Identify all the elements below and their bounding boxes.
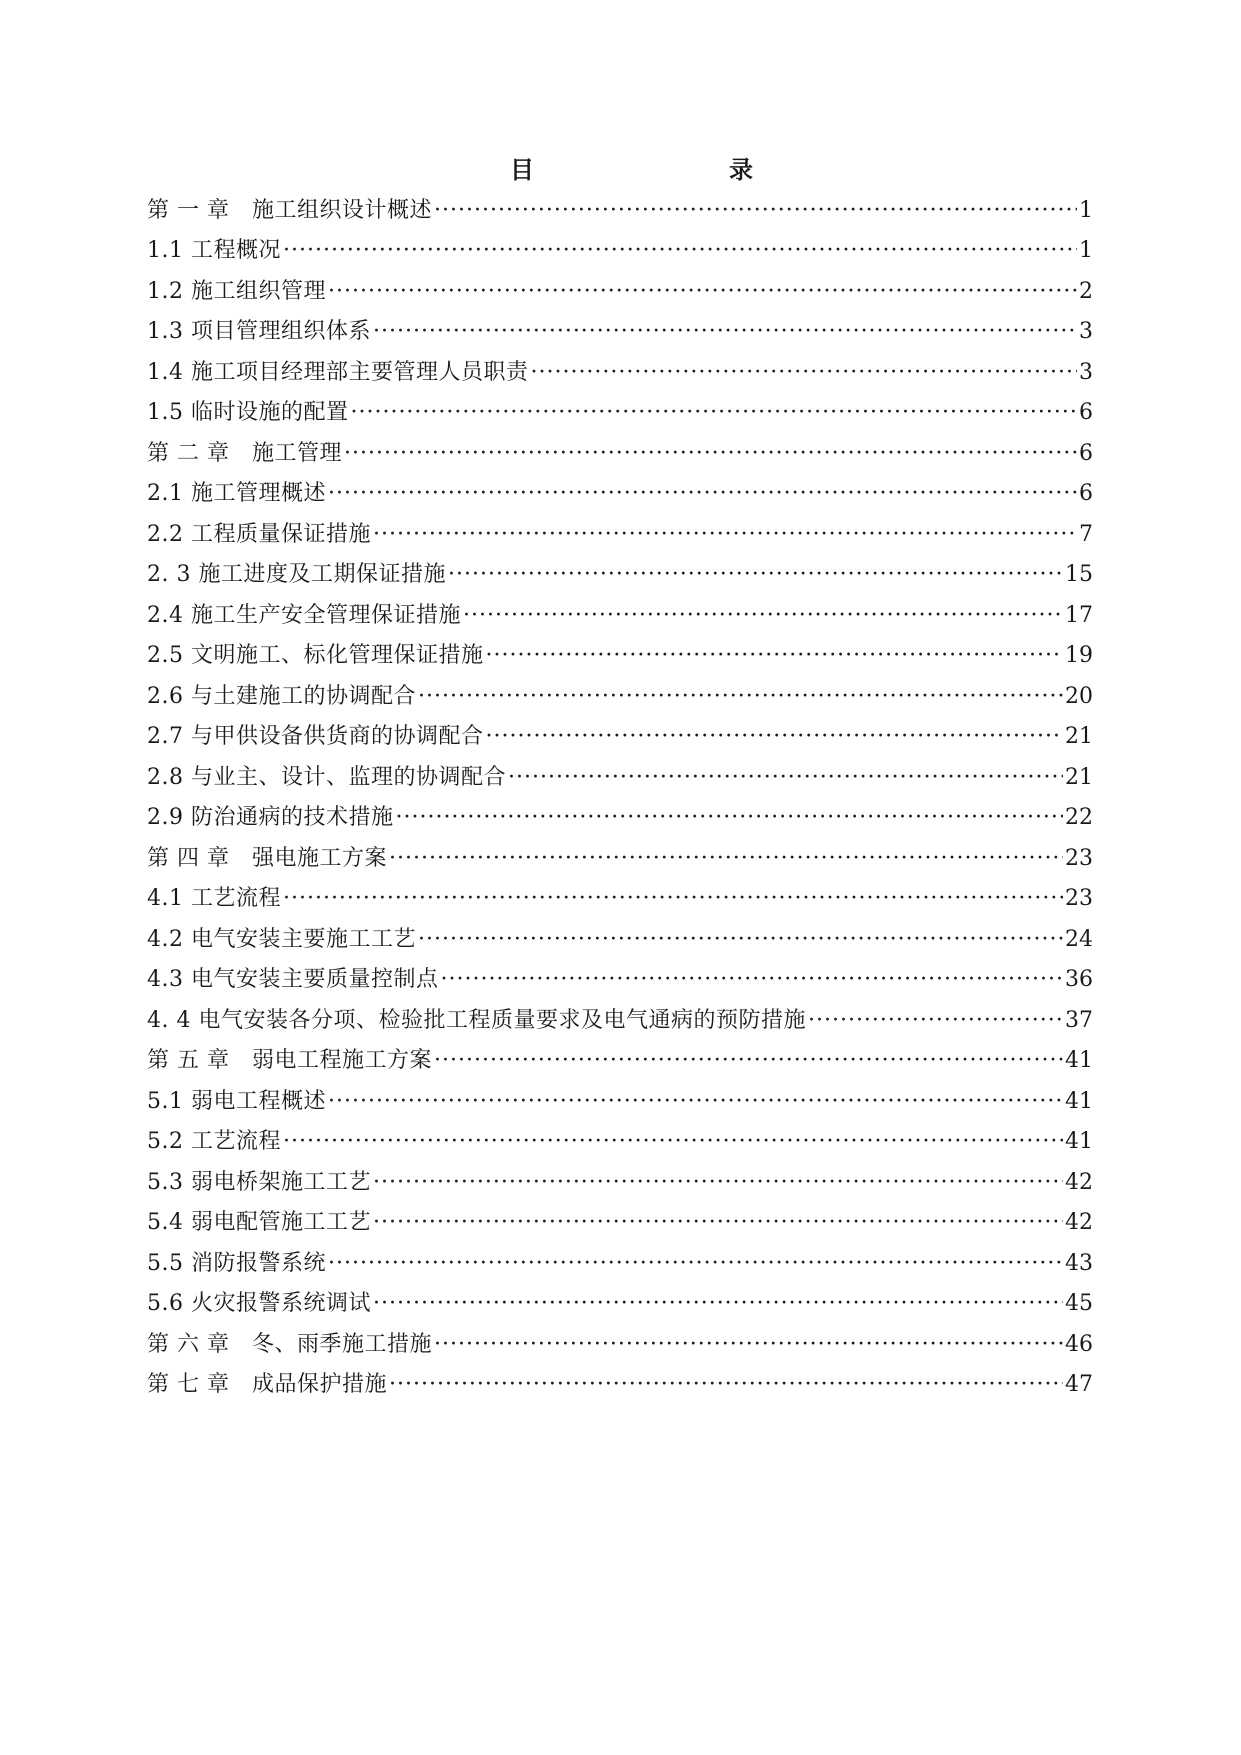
toc-entry-text: 2.1 施工管理概述 <box>147 481 326 506</box>
toc-entry-text: 5.6 火灾报警系统调试 <box>147 1291 371 1316</box>
toc-dot-leader <box>485 636 1063 676</box>
toc-dot-leader <box>344 434 1077 474</box>
toc-entry-text: 第 六 章 冬、雨季施工措施 <box>147 1331 432 1357</box>
toc-dot-leader <box>328 1082 1063 1122</box>
toc-dot-leader <box>530 353 1077 393</box>
toc-entry-text: 5.3 弱电桥架施工工艺 <box>147 1169 371 1195</box>
toc-dot-leader <box>328 474 1077 514</box>
toc-entry-text: 2. 3 施工进度及工期保证措施 <box>147 562 446 587</box>
toc-dot-leader <box>808 1001 1063 1041</box>
toc-entry-page-number: 20 <box>1065 683 1093 709</box>
toc-entry-text: 4.2 电气安装主要施工工艺 <box>147 926 416 952</box>
toc-entry-page-number: 6 <box>1079 440 1093 466</box>
toc-entry-page-number: 36 <box>1065 967 1093 992</box>
toc-dot-leader <box>434 1041 1063 1081</box>
toc-entry[interactable] <box>147 838 1093 879</box>
toc-entry-page-number: 23 <box>1065 886 1093 911</box>
toc-entry-text: 4.1 工艺流程 <box>147 886 281 911</box>
toc-entry-page-number: 2 <box>1079 278 1093 304</box>
toc-dot-leader <box>389 1365 1063 1405</box>
toc-dot-leader <box>373 1284 1063 1324</box>
toc-entry-page-number: 37 <box>1065 1007 1093 1033</box>
toc-entry[interactable] <box>147 595 1093 636</box>
toc-dot-leader <box>485 717 1063 757</box>
toc-entry[interactable] <box>147 514 1093 555</box>
toc-dot-leader <box>418 920 1063 960</box>
toc-entry-text: 1.3 项目管理组织体系 <box>147 319 371 344</box>
toc-entry-text: 1.2 施工组织管理 <box>147 278 326 304</box>
toc-entry[interactable] <box>147 1324 1093 1365</box>
toc-entry[interactable] <box>147 879 1093 920</box>
toc-entry-page-number: 19 <box>1065 643 1093 668</box>
toc-entry[interactable] <box>147 676 1093 717</box>
toc-entry-page-number: 23 <box>1065 845 1093 871</box>
toc-dot-leader <box>508 758 1063 798</box>
toc-entry[interactable] <box>147 757 1093 798</box>
toc-entry[interactable] <box>147 798 1093 839</box>
toc-entry-page-number: 6 <box>1079 400 1093 425</box>
toc-entry-page-number: 3 <box>1079 319 1093 344</box>
toc-entry[interactable] <box>147 1365 1093 1406</box>
toc-entry[interactable] <box>147 636 1093 677</box>
toc-entry-text: 1.4 施工项目经理部主要管理人员职责 <box>147 359 529 385</box>
toc-entry-text: 4.3 电气安装主要质量控制点 <box>147 967 439 992</box>
toc-dot-leader <box>389 839 1063 879</box>
toc-entry[interactable] <box>147 555 1093 596</box>
toc-entry-text: 5.1 弱电工程概述 <box>147 1088 326 1114</box>
toc-entry[interactable] <box>147 352 1093 393</box>
toc-entry-page-number: 1 <box>1079 197 1093 223</box>
toc-entry-text: 2.4 施工生产安全管理保证措施 <box>147 602 461 628</box>
toc-entry-page-number: 21 <box>1065 764 1093 790</box>
toc-title <box>0 150 1241 186</box>
toc-entry-text: 2.6 与土建施工的协调配合 <box>147 683 416 709</box>
toc-entry[interactable] <box>147 1122 1093 1163</box>
toc-dot-leader <box>434 1325 1063 1365</box>
toc-entry[interactable] <box>147 393 1093 434</box>
toc-entry-page-number: 43 <box>1065 1250 1093 1276</box>
toc-entry-text: 5.4 弱电配管施工工艺 <box>147 1210 371 1235</box>
toc-entry-page-number: 1 <box>1079 238 1093 263</box>
toc-dot-leader <box>463 596 1063 636</box>
toc-entry-page-number: 7 <box>1079 521 1093 547</box>
toc-entry-text: 4. 4 电气安装各分项、检验批工程质量要求及电气通病的预防措施 <box>147 1007 806 1033</box>
toc-entry[interactable] <box>147 1081 1093 1122</box>
toc-entry-page-number: 24 <box>1065 926 1093 952</box>
toc-title-part-1: 目 <box>510 155 534 184</box>
toc-entry-page-number: 41 <box>1065 1048 1093 1073</box>
toc-entry-text: 第 四 章 强电施工方案 <box>147 845 387 871</box>
toc-entry-page-number: 22 <box>1065 805 1093 830</box>
toc-entry-text: 2.7 与甲供设备供货商的协调配合 <box>147 724 484 749</box>
toc-dot-leader <box>373 1163 1063 1203</box>
toc-entry[interactable] <box>147 1203 1093 1244</box>
toc-entry[interactable] <box>147 433 1093 474</box>
toc-entry-text: 2.9 防治通病的技术措施 <box>147 805 394 830</box>
toc-entry[interactable] <box>147 1041 1093 1082</box>
toc-entry-page-number: 46 <box>1065 1331 1093 1357</box>
toc-entry-page-number: 6 <box>1079 481 1093 506</box>
toc-entry-page-number: 41 <box>1065 1088 1093 1114</box>
toc-dot-leader <box>373 515 1077 555</box>
toc-dot-leader <box>373 312 1077 352</box>
toc-entry-text: 5.2 工艺流程 <box>147 1129 281 1154</box>
toc-entry-text: 2.5 文明施工、标化管理保证措施 <box>147 643 484 668</box>
toc-entry-text: 第 五 章 弱电工程施工方案 <box>147 1048 432 1073</box>
toc-entry-text: 2.8 与业主、设计、监理的协调配合 <box>147 764 506 790</box>
toc-entry[interactable] <box>147 312 1093 353</box>
toc-entry-text: 第 七 章 成品保护措施 <box>147 1372 387 1397</box>
toc-entry[interactable] <box>147 717 1093 758</box>
toc-entry-text: 第 二 章 施工管理 <box>147 440 342 466</box>
toc-dot-leader <box>418 677 1063 717</box>
toc-entry-page-number: 47 <box>1065 1372 1093 1397</box>
toc-entry-page-number: 3 <box>1079 359 1093 385</box>
toc-entry[interactable] <box>147 1162 1093 1203</box>
toc-dot-leader <box>395 798 1063 838</box>
toc-dot-leader <box>350 393 1077 433</box>
toc-entry-text: 第 一 章 施工组织设计概述 <box>147 197 432 223</box>
toc-dot-leader <box>373 1203 1063 1243</box>
toc-entry[interactable] <box>147 271 1093 312</box>
toc-dot-leader <box>328 1244 1063 1284</box>
toc-entry[interactable] <box>147 1243 1093 1284</box>
toc-entry-page-number: 21 <box>1065 724 1093 749</box>
toc-title-part-2: 录 <box>729 155 753 184</box>
toc-entry-text: 1.1 工程概况 <box>147 238 281 263</box>
toc-entry-page-number: 42 <box>1065 1169 1093 1195</box>
toc-list <box>147 190 1093 1405</box>
toc-entry[interactable] <box>147 960 1093 1001</box>
toc-entry[interactable] <box>147 1000 1093 1041</box>
toc-dot-leader <box>283 879 1063 919</box>
toc-entry[interactable] <box>147 190 1093 231</box>
toc-entry-page-number: 42 <box>1065 1210 1093 1235</box>
toc-dot-leader <box>328 272 1077 312</box>
toc-dot-leader <box>448 555 1063 595</box>
toc-entry-page-number: 45 <box>1065 1291 1093 1316</box>
toc-entry-text: 2.2 工程质量保证措施 <box>147 521 371 547</box>
toc-entry-text: 1.5 临时设施的配置 <box>147 400 349 425</box>
toc-entry[interactable] <box>147 919 1093 960</box>
toc-entry[interactable] <box>147 474 1093 515</box>
toc-dot-leader <box>283 1122 1063 1162</box>
toc-entry-page-number: 15 <box>1065 562 1093 587</box>
toc-entry[interactable] <box>147 231 1093 272</box>
toc-dot-leader <box>283 231 1077 271</box>
toc-entry-text: 5.5 消防报警系统 <box>147 1250 326 1276</box>
toc-dot-leader <box>434 191 1077 231</box>
toc-dot-leader <box>440 960 1063 1000</box>
toc-entry[interactable] <box>147 1284 1093 1325</box>
toc-entry-page-number: 41 <box>1065 1129 1093 1154</box>
toc-entry-page-number: 17 <box>1065 602 1093 628</box>
